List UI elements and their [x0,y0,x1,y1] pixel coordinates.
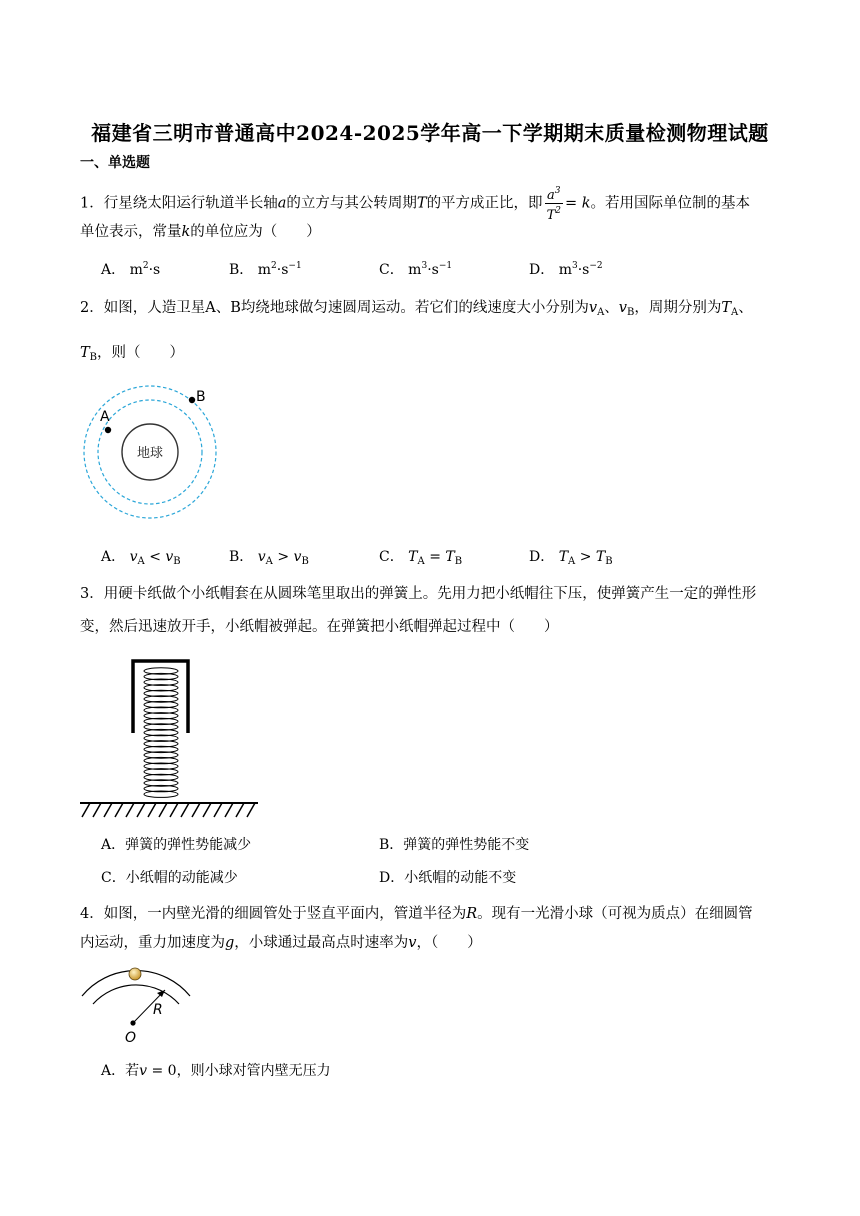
q2-vA-sub: A [597,307,605,318]
option-eq: = 0 [147,1063,177,1079]
unit-base: m [257,262,272,278]
center-label: O [125,1030,137,1046]
tube-inner-wall [93,985,179,1004]
option-label: D． [529,549,555,565]
q2-TA: T [721,300,732,316]
q2-TB-sub: B [89,352,98,363]
ball [129,968,141,980]
satellite-a-label: A [100,409,110,425]
q3-option-c[interactable] [101,867,238,887]
q2-line2 [80,343,184,368]
unit-exp: 3 [421,261,428,271]
hatch-line [203,803,211,817]
hatch-line [192,803,200,817]
q1-text-5: 单位表示，常量 [80,224,182,240]
opt-op: > [579,549,592,565]
option-label: A． [101,549,126,565]
unit-exp: 2 [271,261,277,271]
hatch-line [181,803,189,817]
hatch-line [104,803,112,817]
hatch-line [126,803,134,817]
hatch-line [137,803,145,817]
earth-label: 地球 [136,446,164,461]
opt-lsub: A [568,556,576,567]
opt-rsub: B [301,556,309,567]
q3-option-b[interactable] [379,834,529,854]
opt-lsub: A [265,556,273,567]
radius-label: R [153,1002,163,1018]
q2-vB: v [618,300,627,316]
q2-text-2: ，周期分别为 [634,300,722,316]
option-label: A． [101,262,126,278]
unit-exp2: −2 [589,261,603,271]
q1-text-6: 的单位应为（ ） [190,224,321,240]
option-label: C． [101,870,126,886]
opt-lsub: A [417,556,425,567]
q3-line1: 3．用硬卡纸做个小纸帽套在从圆珠笔里取出的弹簧上。先用力把小纸帽往下压，使弹簧产生一定的弹性形 [80,586,757,602]
option-label: B． [379,837,404,853]
option-label: B． [229,549,254,565]
opt-lhs: T [408,549,418,565]
q2-option-c[interactable] [379,546,462,567]
option-label: C． [379,549,404,565]
hatch-line [170,803,178,817]
option-label: D． [529,262,555,278]
q1-var-k: k [181,224,191,240]
unit-exp: 3 [571,261,578,271]
opt-op: < [149,549,161,565]
q4-text-4: ，小球通过最高点时速率为 [234,935,409,951]
opt-rhs: T [445,549,455,565]
option-text: 弹簧的弹性势能不变 [403,837,530,853]
option-label: D． [379,870,405,886]
q4-line1 [80,904,753,924]
radius-arrowhead [157,990,165,997]
q4-var-R: R [466,906,478,922]
option-text: ，则小球对管内壁无压力 [176,1063,331,1079]
opt-rhs: T [595,549,606,565]
q1-option-b[interactable] [229,259,302,279]
q2-vA: v [588,300,598,316]
q2-TB: T [80,345,90,361]
page-title: 福建省三明市普通高中2024-2025学年高一下学期期末质量检测物理试题 [91,121,769,145]
ground-hatching [82,803,255,817]
hatch-line [236,803,244,817]
q2-sep2: 、 [738,300,753,316]
q2-option-b[interactable] [229,546,309,567]
q1-frac-num: a [547,188,555,203]
q4-tube-figure [78,962,194,1046]
opt-rsub: B [605,556,613,567]
q1-frac-den-exp: 2 [555,206,561,216]
option-text: 弹簧的弹性势能减少 [125,837,252,853]
q1-line2 [80,222,321,242]
opt-rhs: v [165,549,174,565]
unit-base: m [558,262,572,278]
q4-line2 [80,933,482,953]
opt-lhs: v [129,549,138,565]
opt-rsub: B [454,556,463,567]
opt-lhs: v [257,549,266,565]
q1-eq-k: = k [564,195,591,212]
option-var: v [139,1063,148,1079]
option-text-pre: 若 [125,1063,140,1079]
q1-option-a[interactable] [101,259,160,279]
q3-spring-figure [80,655,264,821]
q3-option-d[interactable] [379,867,516,887]
option-label: B． [229,262,254,278]
q4-text-5: ，（ ） [416,935,482,951]
hatch-line [159,803,167,817]
satellite-b-label: B [196,389,206,405]
q2-option-d[interactable] [529,546,613,567]
opt-rsub: B [173,556,181,567]
q3-line2: 变，然后迅速放开手，小纸帽被弹起。在弹簧把小纸帽弹起过程中（ ） [80,619,559,635]
option-text: 小纸帽的动能减少 [125,870,238,886]
unit-exp: 2 [142,261,149,271]
hatch-line [214,803,222,817]
q4-text-3: 内运动，重力加速度为 [80,935,225,951]
opt-rhs: v [293,549,302,565]
unit-mid: ·s [148,262,161,278]
hatch-line [247,803,255,817]
unit-exp2: −1 [288,261,302,271]
hatch-line [115,803,123,817]
q1-text-2: 的立方与其公转周期 [286,195,417,212]
q2-line1 [80,298,753,323]
q2-vB-sub: B [627,307,635,318]
q4-text-1: 4．如图，一内壁光滑的细圆管处于竖直平面内，管道半径为 [80,906,467,922]
q2-TA-sub: A [731,307,739,318]
q1-var-T: T [416,195,427,212]
q1-text-3: 的平方成正比，即 [426,195,543,212]
option-text: 小纸帽的动能不变 [404,870,517,886]
q2-orbit-figure [82,383,222,523]
q1-var-a: a [277,195,287,212]
q1-frac-den: T [546,208,556,223]
unit-mid: ·s [577,262,590,278]
unit-exp2: −1 [438,261,453,271]
q1-line1 [80,184,750,223]
opt-lsub: A [137,556,145,567]
unit-mid: ·s [276,262,289,278]
q1-text-4: 。若用国际单位制的基本 [590,195,751,212]
option-label: A． [101,1063,126,1079]
q2-sep: 、 [604,300,619,316]
q1-fraction [545,184,563,223]
q4-text-2: 。现有一光滑小球（可视为质点）在细圆管 [477,906,753,922]
hatch-line [225,803,233,817]
opt-op: = [429,549,441,565]
option-label: A． [101,837,126,853]
q1-text-1: 1．行星绕太阳运行轨道半长轴 [80,195,278,212]
q3-option-a[interactable] [101,834,251,854]
hatch-line [93,803,101,817]
q4-option-a[interactable] [101,1060,331,1080]
satellite-a-dot [105,427,111,433]
option-label: C． [379,262,404,278]
q2-text-3: ，则（ ） [97,345,185,361]
q2-option-a[interactable] [101,546,181,567]
section-heading: 一、单选题 [80,155,150,171]
satellite-b-dot [189,397,195,403]
q4-var-v: v [408,935,417,951]
opt-op: > [277,549,290,565]
hatch-line [148,803,156,817]
q1-option-c[interactable] [379,259,452,279]
unit-base: m [129,262,143,278]
q1-option-d[interactable] [529,259,603,279]
q1-frac-num-exp: 3 [554,186,561,196]
spring-coils [144,668,178,798]
q2-text-1: 2．如图，人造卫星A、B均绕地球做匀速圆周运动。若它们的线速度大小分别为 [80,300,589,316]
hatch-line [82,803,90,817]
unit-mid: ·s [427,262,439,278]
unit-base: m [408,262,422,278]
opt-lhs: T [558,549,569,565]
q4-var-g: g [225,935,235,951]
